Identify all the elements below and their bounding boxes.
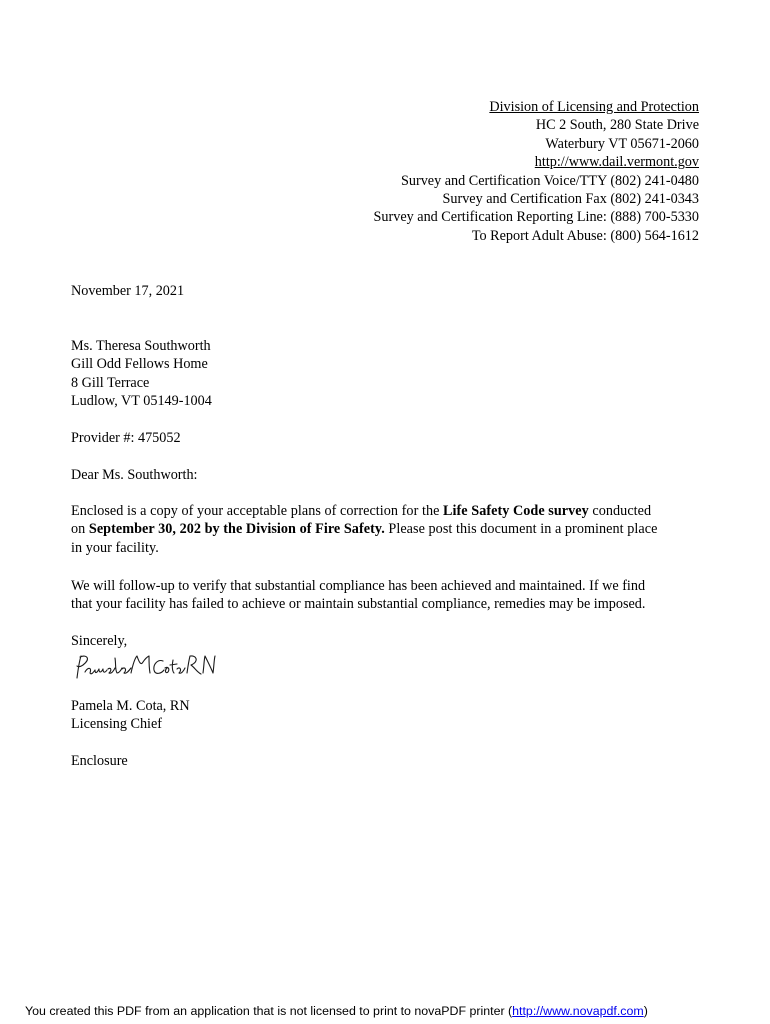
recipient-address <box>71 337 701 411</box>
closing <box>71 632 701 650</box>
survey-date: September 30, 202 by the Division of Fire Safety. <box>88 521 385 538</box>
address-line-1: HC 2 South, 280 State Drive <box>535 117 699 134</box>
recipient-city: Ludlow, VT 05149-1004 <box>71 393 212 410</box>
address-line-2: Waterbury VT 05671-2060 <box>545 135 699 152</box>
salutation <box>71 466 701 484</box>
website-link[interactable]: http://www.dail.vermont.gov <box>534 154 699 171</box>
survey-name: Life Safety Code survey <box>443 503 589 519</box>
voice-line: Survey and Certification Voice/TTY (802) 241-0480 <box>400 172 699 189</box>
paragraph-2-line-1: We will follow-up to verify that substantial compliance has been achieved and maintained. If we find <box>71 578 646 594</box>
provider-text: Provider #: 475052 <box>71 430 181 446</box>
print-footer <box>25 1004 648 1018</box>
fax-line: Survey and Certification Fax (802) 241-0343 <box>442 191 699 208</box>
abuse-line: To Report Adult Abuse: (800) 564-1612 <box>471 227 699 244</box>
date-text: November 17, 2021 <box>71 283 185 299</box>
signer-name: Pamela M. Cota, RN <box>71 698 190 714</box>
paragraph-1 <box>71 502 701 557</box>
paragraph-1-line-3: in your facility. <box>71 539 159 556</box>
footer-close: ) <box>643 1004 648 1018</box>
signer-block <box>71 697 701 734</box>
recipient-street: 8 Gill Terrace <box>71 374 150 391</box>
reporting-line: Survey and Certification Reporting Line: (888) 700-5330 <box>373 209 699 226</box>
recipient-org: Gill Odd Fellows Home <box>71 356 208 373</box>
closing-text: Sincerely, <box>71 633 128 649</box>
footer-text: You created this PDF from an application that is not licensed to print to novaPDF printer ( <box>25 1004 513 1018</box>
enclosure-text: Enclosure <box>71 753 128 769</box>
letter-date <box>71 282 701 300</box>
provider-number <box>71 429 701 447</box>
handwritten-signature <box>71 652 221 684</box>
recipient-name: Ms. Theresa Southworth <box>71 338 211 354</box>
division-name: Division of Licensing and Protection <box>489 99 699 115</box>
paragraph-1-line-1: Enclosed is a copy of your acceptable plans of correction for the Life Safety Code survey conducted <box>71 503 652 519</box>
paragraph-2 <box>71 577 701 614</box>
paragraph-2-line-2: that your facility has failed to achieve or maintain substantial compliance, remedies may be imposed. <box>71 596 646 613</box>
novapdf-link[interactable]: http://www.novapdf.com <box>512 1004 644 1018</box>
signer-title: Licensing Chief <box>71 716 163 733</box>
letterhead <box>374 98 699 245</box>
enclosure-note <box>71 752 701 770</box>
paragraph-1-line-2: on September 30, 202 by the Division of Fire Safety. Please post this document in a prominent place <box>71 521 658 538</box>
salutation-text: Dear Ms. Southworth: <box>71 467 198 483</box>
